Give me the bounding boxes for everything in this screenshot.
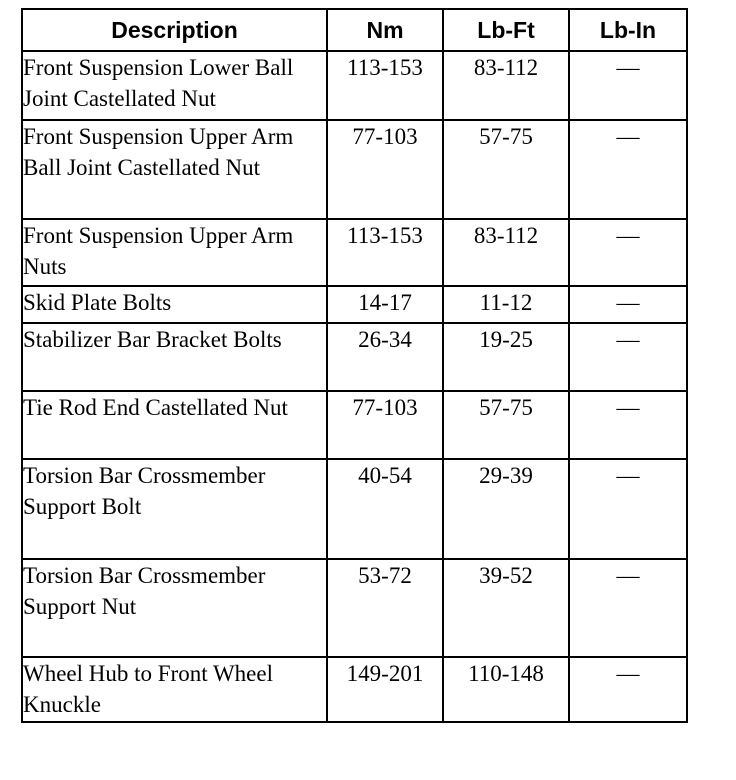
table-row	[22, 459, 687, 559]
lb-in-cell: —	[569, 459, 687, 559]
lb-in-cell: —	[569, 120, 687, 219]
description-cell: Torsion Bar Crossmember Support Nut	[22, 559, 327, 657]
lb-ft-cell: 29-39	[443, 459, 569, 559]
description-cell: Wheel Hub to Front Wheel Knuckle	[22, 657, 327, 722]
nm-cell: 149-201	[327, 657, 443, 722]
table-row	[22, 657, 687, 722]
description-cell: Front Suspension Lower Ball Joint Castellated Nut	[22, 51, 327, 120]
description-cell: Tie Rod End Castellated Nut	[22, 391, 327, 459]
header-lb-in: Lb-In	[569, 9, 687, 51]
lb-ft-cell: 19-25	[443, 323, 569, 391]
nm-cell: 53-72	[327, 559, 443, 657]
table-row	[22, 51, 687, 120]
lb-ft-cell: 110-148	[443, 657, 569, 722]
torque-specifications-table	[21, 8, 688, 723]
lb-in-cell: —	[569, 219, 687, 286]
nm-cell: 26-34	[327, 323, 443, 391]
description-cell: Torsion Bar Crossmember Support Bolt	[22, 459, 327, 559]
lb-in-cell: —	[569, 391, 687, 459]
table-row	[22, 219, 687, 286]
lb-in-cell: —	[569, 559, 687, 657]
table-row	[22, 559, 687, 657]
lb-in-cell: —	[569, 51, 687, 120]
table-row	[22, 323, 687, 391]
header-description: Description	[22, 9, 327, 51]
lb-in-cell: —	[569, 323, 687, 391]
lb-ft-cell: 57-75	[443, 391, 569, 459]
lb-ft-cell: 39-52	[443, 559, 569, 657]
header-nm: Nm	[327, 9, 443, 51]
nm-cell: 14-17	[327, 286, 443, 323]
header-row	[22, 9, 687, 51]
lb-ft-cell: 11-12	[443, 286, 569, 323]
nm-cell: 77-103	[327, 391, 443, 459]
header-lb-ft: Lb-Ft	[443, 9, 569, 51]
table-row	[22, 286, 687, 323]
table-row	[22, 120, 687, 219]
lb-ft-cell: 83-112	[443, 51, 569, 120]
lb-in-cell: —	[569, 657, 687, 722]
nm-cell: 113-153	[327, 219, 443, 286]
nm-cell: 40-54	[327, 459, 443, 559]
lb-ft-cell: 83-112	[443, 219, 569, 286]
lb-ft-cell: 57-75	[443, 120, 569, 219]
description-cell: Front Suspension Upper Arm Ball Joint Castellated Nut	[22, 120, 327, 219]
description-cell: Front Suspension Upper Arm Nuts	[22, 219, 327, 286]
nm-cell: 113-153	[327, 51, 443, 120]
lb-in-cell: —	[569, 286, 687, 323]
nm-cell: 77-103	[327, 120, 443, 219]
description-cell: Skid Plate Bolts	[22, 286, 327, 323]
description-cell: Stabilizer Bar Bracket Bolts	[22, 323, 327, 391]
table-row	[22, 391, 687, 459]
